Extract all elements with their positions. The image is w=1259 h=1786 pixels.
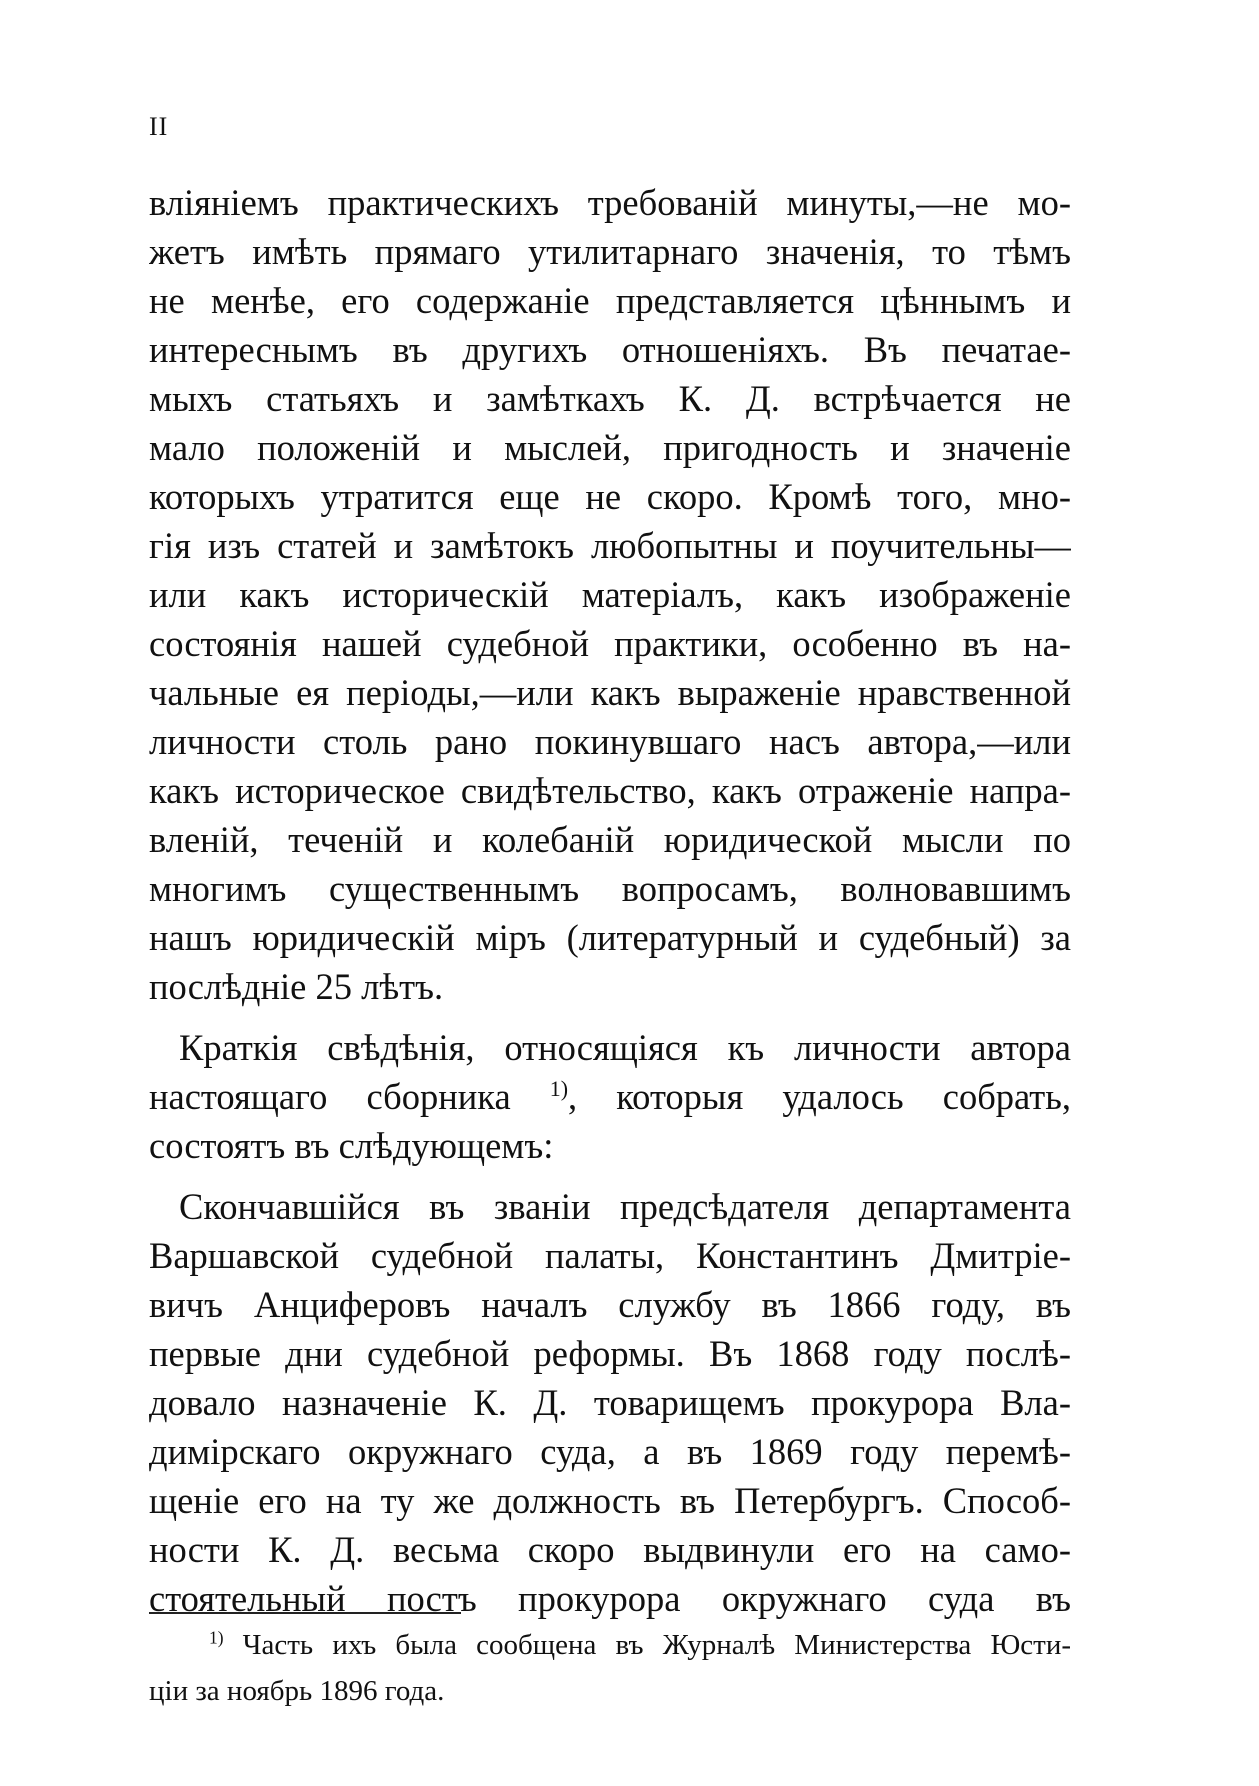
text-line: состоятъ въ слѣдующемъ:: [149, 1125, 554, 1166]
text-line: послѣдніе 25 лѣтъ.: [149, 966, 444, 1007]
text-line: вичъ Анциферовъ началъ службу въ 1866 году, въ: [149, 1284, 1071, 1325]
main-text: [149, 178, 1071, 1623]
text-line: вленій, теченій и колебаній юридической мысли по: [149, 819, 1071, 860]
text-line: какъ историческое свидѣтельство, какъ отраженіе напра-: [149, 770, 1071, 811]
text-line: ности К. Д. весьма скоро выдвинули его на само-: [149, 1529, 1071, 1570]
text-line: первые дни судебной реформы. Въ 1868 году послѣ-: [149, 1333, 1071, 1374]
text-line: многимъ существеннымъ вопросамъ, волновавшимъ: [149, 868, 1071, 909]
text-line: Скончавшійся въ званіи предсѣдателя департамента: [179, 1186, 1071, 1227]
text-line: стоятельный постъ прокурора окружнаго суда въ: [149, 1578, 1071, 1619]
text-line: димірскаго окружнаго суда, а въ 1869 году перемѣ-: [149, 1431, 1071, 1472]
paragraph: [149, 1023, 1071, 1170]
paragraph: [149, 178, 1071, 1011]
text-line: мало положеній и мыслей, пригодность и значеніе: [149, 427, 1071, 468]
page-number: II: [149, 112, 169, 141]
footnote-text: Часть ихъ была сообщена въ Журналѣ Министерства Юсти-: [242, 1629, 1071, 1661]
footnote-line: ціи за ноябрь 1896 года.: [149, 1675, 445, 1707]
text-line: мыхъ статьяхъ и замѣткахъ К. Д. встрѣчается не: [149, 378, 1071, 419]
text-line: или какъ историческій матеріалъ, какъ изображеніе: [149, 574, 1071, 615]
text-line-with-footnote-ref: настоящаго сборника $^{1)}$, которыя удалось собрать,: [149, 1075, 1071, 1117]
footnote-line: [149, 1622, 1071, 1668]
text-line: которыхъ утратится еще не скоро. Кромѣ того, мно-: [149, 476, 1071, 517]
text-line: Краткія свѣдѣнія, относящіяся къ личности автора: [179, 1027, 1071, 1068]
text-line: состоянія нашей судебной практики, особенно въ на-: [149, 623, 1071, 664]
text-line: Варшавской судебной палаты, Константинъ Дмитріе-: [149, 1235, 1071, 1276]
text-line: довало назначеніе К. Д. товарищемъ прокурора Вла-: [149, 1382, 1071, 1423]
text-line: гія изъ статей и замѣтокъ любопытны и поучительны—: [149, 525, 1071, 566]
text-line: вліяніемъ практическихъ требованій минуты,—не мо-: [149, 182, 1071, 223]
footnote-divider: [149, 1612, 461, 1614]
paragraph: [149, 1182, 1071, 1623]
text-line: чальные ея періоды,—или какъ выраженіе нравственной: [149, 672, 1071, 713]
text-line: не менѣе, его содержаніе представляется цѣннымъ и: [149, 280, 1071, 321]
text-line: нашъ юридическій міръ (литературный и судебный) за: [149, 917, 1071, 958]
footnote-marker: 1): [209, 1627, 224, 1648]
footnote-ref-marker: 1): [549, 1075, 569, 1101]
text-line: щеніе его на ту же должность въ Петербургъ. Способ-: [149, 1480, 1071, 1521]
text-line: личности столь рано покинувшаго насъ автора,—или: [149, 721, 1071, 762]
footnotes: [149, 1622, 1071, 1714]
text-line: жетъ имѣть прямаго утилитарнаго значенія, то тѣмъ: [149, 231, 1071, 272]
text-line: интереснымъ въ другихъ отношеніяхъ. Въ печатае-: [149, 329, 1071, 370]
